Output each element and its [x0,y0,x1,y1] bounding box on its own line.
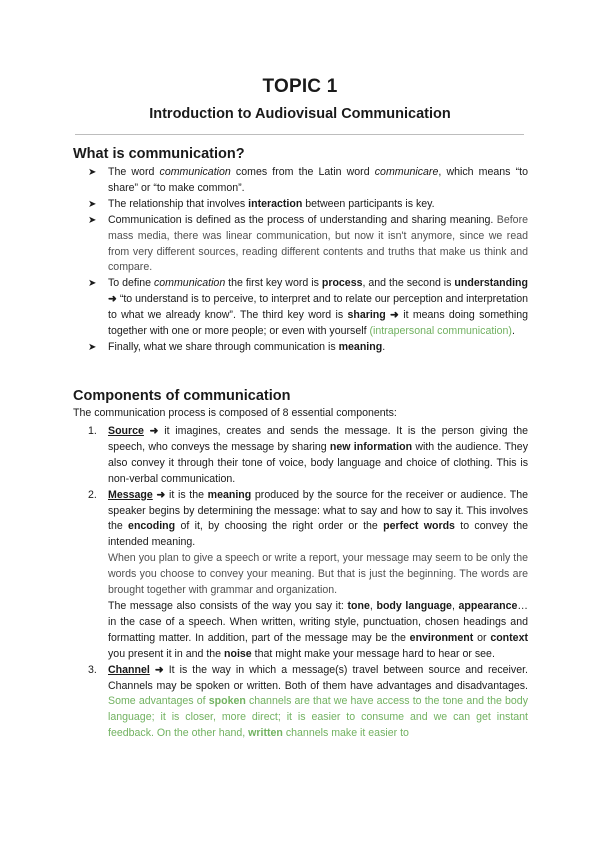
arrow-bullet-icon: ➤ [88,198,97,210]
list-item: ➤ The word communication comes from the Latin word communicare, which means “to share” or “to make common”. [88,166,528,194]
list-item: ➤ To define communication the first key word is process, and the second is understanding ➜ “to understand is to perceive, to interpret and to relate our perception and interpretation to what we already know”. The third key word is sharing ➜ it means doing something together with one or more people; or even with yourself (intrapersonal communication). [88,277,529,338]
list-number: 1. [88,425,97,437]
list-item: ➤ The relationship that involves interaction between participants is key. [88,197,528,213]
list-item: ➤ Communication is defined as the process of understanding and sharing meaning. Before mass media, there was linear communication, but now it isn't anymore, since we read from very different sources, reading different contents and truths that make us think and compare. [88,213,528,274]
term-label: Channel [108,663,150,676]
list-number: 2. [88,488,97,501]
list-item: ➤ Finally, what we share through communication is meaning. [88,340,528,356]
arrow-bullet-icon: ➤ [88,167,97,178]
arrow-bullet-icon: ➤ [88,214,97,226]
right-arrow-icon: ➜ [149,425,159,437]
title-divider [75,134,524,135]
term-label: Source [108,425,144,437]
note-text: Before mass media, there was linear communication, but now it isn't anymore, since we read from very different sources, reading different contents and truths that make us think and compare. [108,213,528,274]
arrow-bullet-icon: ➤ [88,341,97,353]
page-title: TOPIC 1 [262,76,338,97]
note-text: When you plan to give a speech or write a report, your message may seem to be only the words you choose to convey your meaning. But that is just the beginning. The words are brought together with grammar and organization. [108,552,528,597]
arrow-bullet-icon: ➤ [88,278,97,290]
term-label: Message [108,488,153,501]
list-item: 2. Message ➜ it is the meaning produced by the source for the receiver or audience. The speaker begins by determining the message: what to say and how to say it. This involves the encoding of it, by choosing the right order or the perfect words to convey the intended meaning. When you plan to give a speech or write a report, your message may seem to be only the words you choose to convey your meaning. But that is just the beginning. The words are brought together with grammar and organization. The message also consists of the way you say it: tone, body language, appearance… in the case of a speech. When written, writing style, punctuation, chosen headings and formatting matter. In addition, part of the message may be the environment or context you present it in and the noise that might make your message hard to hear or see. [88,488,529,660]
section-intro: The communication process is composed of 8 essential components: [73,407,397,419]
highlight-text: Some advantages of spoken channels are that we have access to the tone and the body language; it is closer, more direct; it is easier to consume and we can get instant feedback. On the other hand, written channels make it easier to [108,695,528,740]
right-arrow-icon: ➜ [390,309,399,322]
components-list [88,424,528,742]
page-subtitle: Introduction to Audiovisual Communication [149,106,451,122]
section-heading-what-is-communication: What is communication? [73,146,245,162]
highlight-text: (intrapersonal communication) [369,325,512,338]
list-item: 1. Source ➜ it imagines, creates and sends the message. It is the person giving the speech, who conveys the message by sharing new information with the audience. They also convey it through their tone of voice, body language and choice of clothing. This is non-verbal communication. [88,425,528,485]
right-arrow-icon: ➜ [108,293,117,306]
right-arrow-icon: ➜ [156,488,166,501]
communication-bullet-list [88,165,528,356]
right-arrow-icon: ➜ [154,663,164,676]
list-number: 3. [88,663,97,676]
section-heading-components: Components of communication [73,388,291,404]
list-item: 3. Channel ➜ It is the way in which a message(s) travel between source and receiver. Channels may be spoken or written. Both of them have advantages and disadvantages. Some advantages of spoken channels are that we have access to the tone and the body language; it is closer, more direct; it is easier to consume and we can get instant feedback. On the other hand, written channels make it easier to [88,663,528,740]
